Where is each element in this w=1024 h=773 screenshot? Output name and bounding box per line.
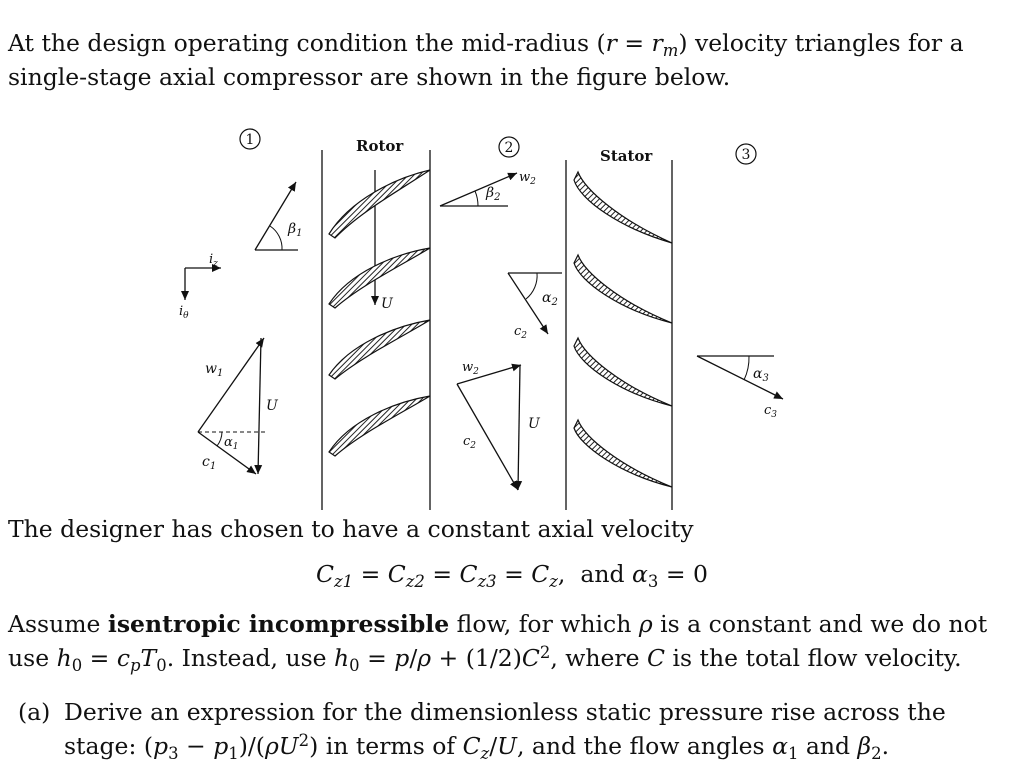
alpha1-label: $\alpha_1$ [224,435,239,452]
station-2-label: 2 [504,140,514,156]
station-2-marker [499,137,519,157]
station-1-label: 1 [245,132,255,148]
assumption-paragraph: Assume isentropic incompressible flow, for which ρ is a constant and we do not use $h_0 = c_pT_0$. Instead, use $h_0 = p/\rho + (1/2)C^2$, where C is the total flow velocity. [8,610,988,675]
coordinate-axes [179,252,221,321]
alpha3-label: $\alpha_3$ [753,366,769,384]
stator-blade-1 [574,172,672,243]
rotor-row [322,150,430,510]
u-label-rotor: U [381,296,393,312]
alpha2-label: $\alpha_2$ [542,290,558,308]
w2-label-top: $w_2$ [519,170,536,187]
w1-label: $w_1$ [205,361,224,379]
c1-label: $c_1$ [202,454,217,472]
rotor-blade-1 [329,170,430,238]
beta2-triangle [440,170,536,206]
question-a-text: Derive an expression for the dimensionless static pressure rise across the stage: $(p_3 - p_1)/(\rho U^2)$ in terms of $C_z/U$, and the flow angles $\alpha_1$ and $\beta_2$. [64,698,946,763]
rotor-blade-3 [329,320,430,379]
station-3-label: 3 [741,147,751,163]
itheta-label: $i_\theta$ [179,304,189,321]
axial-velocity-equation: $C_{z1} = C_{z2} = C_{z3} = C_z$, and $\alpha_3 = 0$ [316,560,708,591]
station-3-marker [736,144,756,164]
c2-label: $c_2$ [463,434,477,451]
question-a [18,695,1008,763]
rotor-label: Rotor [356,137,404,155]
stator-blade-3 [574,338,672,406]
beta1-triangle [255,182,302,250]
alpha3-triangle [697,356,783,420]
velocity-triangle-figure [140,115,840,515]
designer-sentence: The designer has chosen to have a constant axial velocity [8,515,694,543]
iz-label: $i_z$ [209,252,218,269]
stator-row [566,160,672,510]
beta2-label: $\beta_2$ [486,185,501,203]
c2-label-top: $c_2$ [514,324,528,341]
stator-label: Stator [600,147,653,165]
u-label-2: U [528,416,540,432]
question-a-label: (a) [18,698,51,726]
rotor-exit-velocity-triangle [457,360,541,490]
rotor-blade-4 [329,396,430,456]
u-label-1: U [266,398,278,414]
intro-paragraph: At the design operating condition the mid-radius $(r = r_m)$ velocity triangles for a single-stage axial compressor are shown in the figure below. [8,29,964,91]
stator-blade-4 [574,420,672,487]
stator-blade-2 [574,255,672,323]
alpha2-triangle [508,273,562,341]
station-1-marker [240,129,260,149]
w2-label: $w_2$ [462,360,479,377]
rotor-blade-2 [329,248,430,308]
inlet-velocity-triangle [198,338,279,474]
c3-label: $c_3$ [764,403,778,420]
beta1-label: $\beta_1$ [288,221,303,239]
